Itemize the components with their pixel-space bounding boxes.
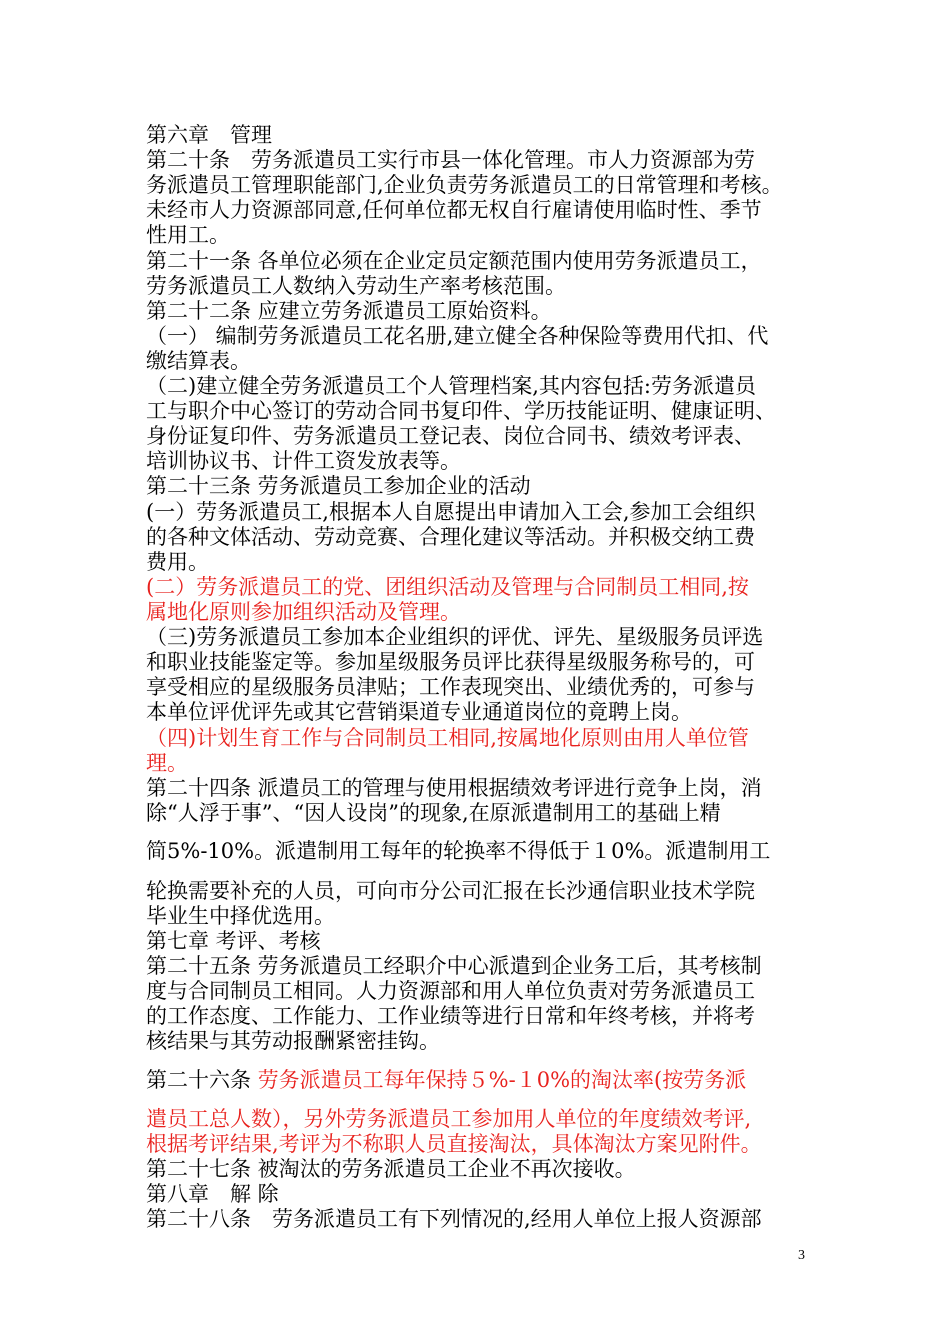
paragraph-line: 毕业生中择优选用。 — [146, 904, 335, 928]
paragraph-line: (一）劳务派遣员工,根据本人自愿提出申请加入工会,参加工会组织 — [146, 500, 756, 524]
paragraph-line: 缴结算表。 — [146, 349, 251, 373]
paragraph-line: 和职业技能鉴定等。参加星级服务员评比获得星级服务称号的，可 — [146, 650, 755, 674]
paragraph-line: 培训协议书、计件工资发放表等。 — [146, 449, 461, 473]
highlighted-paragraph-line: （四)计划生育工作与合同制员工相同,按属地化原则由用人单位管 — [146, 726, 749, 750]
paragraph-line: 第二十条 劳务派遣员工实行市县一体化管理。市人力资源部为劳 — [146, 148, 755, 172]
paragraph-line: 除“人浮于事”、“因人设岗”的现象,在原派遣制用工的基础上精 — [146, 801, 721, 825]
paragraph-line: 第二十三条 劳务派遣员工参加企业的活动 — [146, 474, 531, 498]
paragraph-line: （二)建立健全劳务派遣员工个人管理档案,其内容包括:劳务派遣员 — [146, 374, 756, 398]
paragraph-line: 第二十五条 劳务派遣员工经职介中心派遣到企业务工后，其考核制 — [146, 954, 762, 978]
paragraph-line: 第二十八条 劳务派遣员工有下列情况的,经用人单位上报人资源部 — [146, 1207, 762, 1231]
paragraph-line: （三)劳务派遣员工参加本企业组织的评优、评先、星级服务员评选 — [146, 625, 764, 649]
paragraph-line: 第二十四条 派遣员工的管理与使用根据绩效考评进行竞争上岗，消 — [146, 776, 762, 800]
highlighted-paragraph-line: 根据考评结果,考评为不称职人员直接淘汰，具体淘汰方案见附件。 — [146, 1132, 762, 1156]
paragraph-line: 核结果与其劳动报酬紧密挂钩。 — [146, 1029, 440, 1053]
paragraph-line: 性用工。 — [146, 223, 230, 247]
paragraph-line: 未经市人力资源部同意,任何单位都无权自行雇请使用临时性、季节 — [146, 198, 762, 222]
paragraph-line: 轮换需要补充的人员，可向市分公司汇报在长沙通信职业技术学院 — [146, 879, 755, 903]
paragraph-line: 第二十七条 被淘汰的劳务派遣员工企业不再次接收。 — [146, 1157, 636, 1181]
paragraph-line: 度与合同制员工相同。人力资源部和用人单位负责对劳务派遣员工 — [146, 979, 755, 1003]
highlighted-paragraph-line: 遣员工总人数），另外劳务派遣员工参加用人单位的年度绩效考评, — [146, 1107, 752, 1131]
paragraph-line: 第六章 管理 — [146, 123, 272, 147]
paragraph-line: 第二十二条 应建立劳务派遣员工原始资料。 — [146, 299, 552, 323]
paragraph-line: 享受相应的星级服务员津贴；工作表现突出、业绩优秀的，可参与 — [146, 675, 755, 699]
paragraph-line: 第二十一条 各单位必须在企业定员定额范围内使用劳务派遣员工， — [146, 249, 762, 273]
paragraph-line: 简5%-10%。派遣制用工每年的轮换率不得低于１0%。派遣制用工 — [146, 839, 771, 863]
page-number: 3 — [798, 1248, 805, 1263]
paragraph-line: 的各种文体活动、劳动竞赛、合理化建议等活动。并积极交纳工费 — [146, 525, 755, 549]
paragraph-line: 本单位评优评先或其它营销渠道专业通道岗位的竟聘上岗。 — [146, 700, 692, 724]
paragraph-line: 劳务派遣员工人数纳入劳动生产率考核范围。 — [146, 274, 566, 298]
paragraph-line: 第七章 考评、考核 — [146, 929, 321, 953]
highlighted-paragraph-line: (二）劳务派遣员工的党、团组织活动及管理与合同制员工相同,按 — [146, 575, 749, 599]
highlighted-paragraph-line: 属地化原则参加组织活动及管理。 — [146, 600, 461, 624]
paragraph-line: 的工作态度、工作能力、工作业绩等进行日常和年终考核，并将考 — [146, 1004, 755, 1028]
paragraph-line: （一） 编制劳务派遣员工花名册,建立健全各种保险等费用代扣、代 — [146, 324, 769, 348]
highlighted-paragraph-line: 理。 — [146, 751, 188, 775]
article-number: 第二十六条 — [146, 1068, 258, 1092]
paragraph-line: 务派遣员工管理职能部门,企业负责劳务派遣员工的日常管理和考核。 — [146, 173, 783, 197]
paragraph-line: 费用。 — [146, 550, 209, 574]
paragraph-line: 身份证复印件、劳务派遣员工登记表、岗位合同书、绩效考评表、 — [146, 424, 755, 448]
paragraph-line — [146, 1066, 826, 1094]
paragraph-line: 第八章 解 除 — [146, 1182, 279, 1206]
paragraph-line: 工与职介中心签订的劳动合同书复印件、学历技能证明、健康证明、 — [146, 399, 776, 423]
highlighted-text: 劳务派遣员工每年保持５%-１0%的淘汰率(按劳务派 — [257, 1068, 747, 1092]
